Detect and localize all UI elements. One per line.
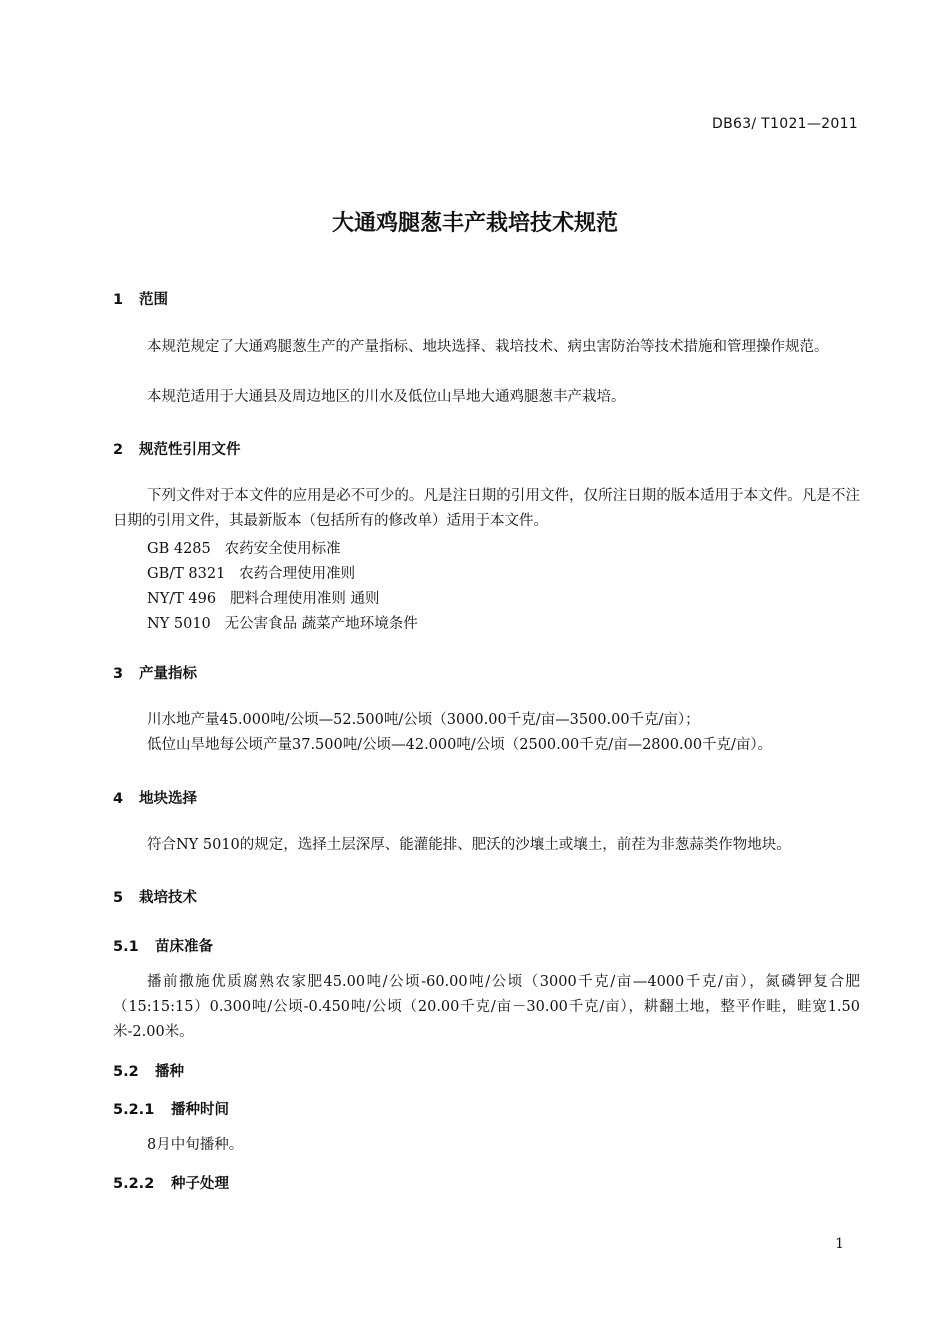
- section-4-heading: [113, 787, 197, 808]
- section-number: 5.2: [113, 1064, 139, 1080]
- section-title: 产量指标: [139, 666, 197, 682]
- section-number: 3: [113, 666, 124, 682]
- section-1-paragraph-1: 本规范规定了大通鸡腿葱生产的产量指标、地块选择、栽培技术、病虫害防治等技术措施和管理操作规范。: [147, 339, 829, 355]
- section-title: 播种时间: [171, 1102, 229, 1118]
- reference-name: 农药合理使用准则: [239, 566, 356, 582]
- section-5-heading: [113, 886, 197, 907]
- reference-name: 肥料合理使用准则 通则: [229, 591, 380, 607]
- section-1-heading: [113, 288, 168, 309]
- section-3-paragraph-1: 川水地产量45.000吨/公顷—52.500吨/公顷（3000.00千克/亩—3500.00千克/亩）；: [147, 712, 700, 728]
- document-title: 大通鸡腿葱丰产栽培技术规范: [331, 211, 618, 236]
- section-number: 5.2.1: [113, 1102, 155, 1118]
- section-title: 播种: [155, 1064, 184, 1080]
- section-5-2-1-paragraph-1: 8月中旬播种。: [147, 1137, 244, 1153]
- section-3-heading: [113, 662, 197, 683]
- section-2-paragraph-1: 下列文件对于本文件的应用是必不可少的。凡是注日期的引用文件，仅所注日期的版本适用于本文件。凡是不注日期的引用文件，其最新版本（包括所有的修改单）适用于本文件。: [113, 488, 860, 529]
- reference-name: 农药安全使用标准: [224, 541, 341, 557]
- section-number: 5: [113, 890, 124, 906]
- page-number: 1: [835, 1236, 844, 1252]
- section-3-paragraph-2: 低位山旱地每公顷产量37.500吨/公顷—42.000吨/公顷（2500.00千克/亩—2800.00千克/亩）。: [147, 737, 773, 753]
- section-4-paragraph-1: 符合NY 5010的规定，选择土层深厚、能灌能排、肥沃的沙壤土或壤土，前茬为非葱蒜类作物地块。: [147, 837, 791, 853]
- reference-name: 无公害食品 蔬菜产地环境条件: [224, 616, 418, 632]
- section-5-1-paragraph-1: 播前撒施优质腐熟农家肥45.00吨/公顷-60.00吨/公顷（3000千克/亩—4000千克/亩），氮磷钾复合肥（15:15:15）0.300吨/公顷-0.450吨/公顷（20.00千克/亩－30.00千克/亩），耕翻土地，整平作畦，畦宽1.50米-2.00米。: [113, 974, 860, 1040]
- section-5-1-heading: [113, 935, 213, 956]
- reference-item: [147, 587, 380, 608]
- reference-code: NY/T 496: [147, 591, 217, 607]
- section-number: 5.1: [113, 939, 139, 955]
- section-5-2-2-heading: [113, 1172, 229, 1193]
- section-number: 2: [113, 442, 124, 458]
- section-2-heading: [113, 438, 241, 459]
- section-number: 4: [113, 791, 124, 807]
- section-title: 范围: [139, 292, 168, 308]
- section-number: 1: [113, 292, 124, 308]
- section-title: 种子处理: [171, 1176, 229, 1192]
- reference-item: [147, 537, 341, 558]
- section-title: 地块选择: [139, 791, 197, 807]
- section-title: 规范性引用文件: [139, 442, 241, 458]
- section-1-paragraph-2: 本规范适用于大通县及周边地区的川水及低位山旱地大通鸡腿葱丰产栽培。: [147, 389, 626, 405]
- reference-code: GB/T 8321: [147, 566, 226, 582]
- section-title: 苗床准备: [155, 939, 213, 955]
- reference-code: GB 4285: [147, 541, 211, 557]
- section-5-2-heading: [113, 1060, 184, 1081]
- section-5-2-1-heading: [113, 1098, 229, 1119]
- reference-item: [147, 612, 418, 633]
- section-title: 栽培技术: [139, 890, 197, 906]
- reference-code: NY 5010: [147, 616, 211, 632]
- reference-item: [147, 562, 355, 583]
- standard-code: DB63/ T1021—2011: [712, 116, 858, 132]
- section-number: 5.2.2: [113, 1176, 155, 1192]
